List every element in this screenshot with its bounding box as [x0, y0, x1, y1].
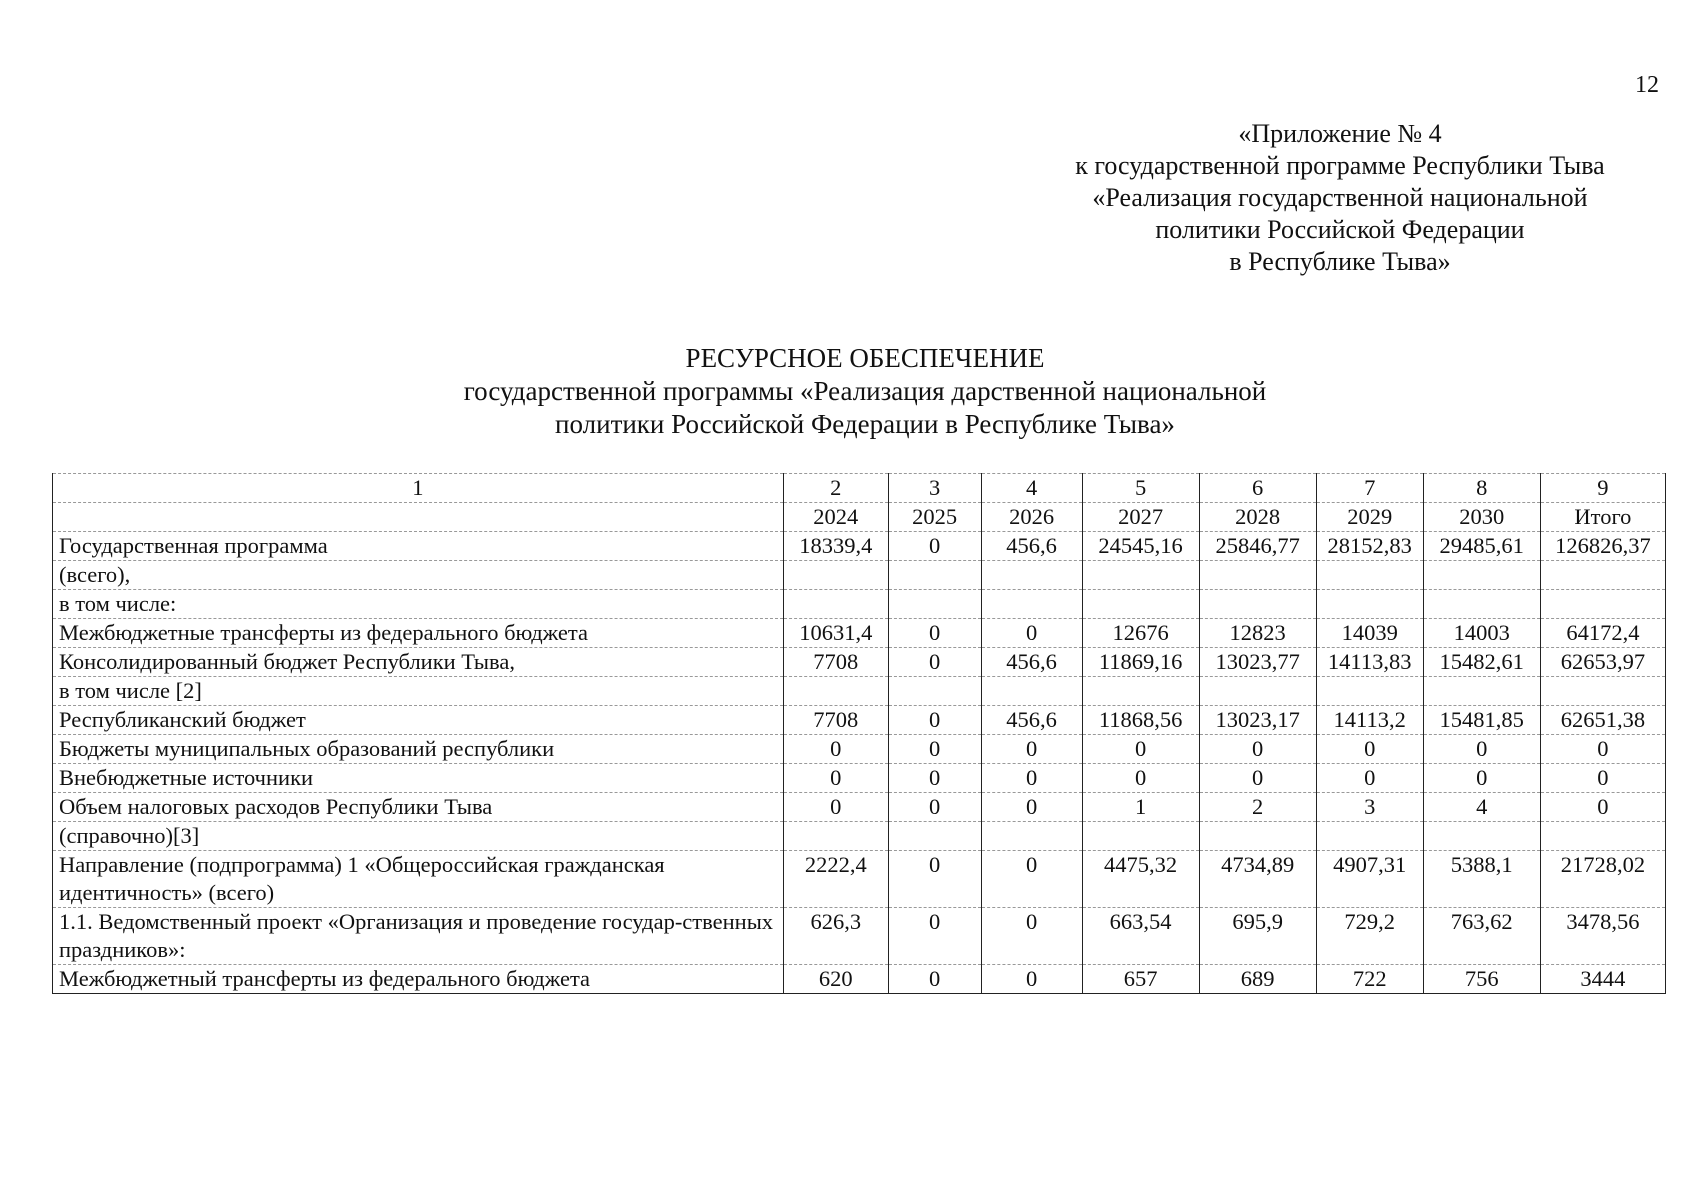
row-value: [981, 590, 1082, 619]
row-value: 0: [1199, 764, 1316, 793]
table-row: [53, 648, 1666, 677]
row-value: [1540, 590, 1665, 619]
row-value: 64172,4: [1540, 619, 1665, 648]
row-value: 729,2: [1316, 908, 1423, 965]
row-value: [1199, 561, 1316, 590]
table-row: [53, 908, 1666, 965]
row-value: 4: [1423, 793, 1540, 822]
table-row: [53, 735, 1666, 764]
table-row: [53, 532, 1666, 561]
row-label: Межбюджетные трансферты из федерального бюджета: [53, 619, 784, 648]
row-value: 722: [1316, 965, 1423, 994]
row-value: [1423, 590, 1540, 619]
row-value: [888, 561, 981, 590]
row-value: 2222,4: [783, 851, 888, 908]
table-row: [53, 677, 1666, 706]
row-value: 0: [888, 908, 981, 965]
column-year: 2030: [1423, 503, 1540, 532]
row-value: 3444: [1540, 965, 1665, 994]
row-label: Направление (подпрограмма) 1 «Общероссийская гражданская идентичность» (всего): [53, 851, 784, 908]
row-label: Внебюджетные источники: [53, 764, 784, 793]
table-body: [53, 532, 1666, 994]
row-value: 13023,17: [1199, 706, 1316, 735]
row-value: [1423, 677, 1540, 706]
row-value: [1316, 561, 1423, 590]
row-value: 24545,16: [1082, 532, 1199, 561]
row-value: 0: [1082, 735, 1199, 764]
row-value: 4907,31: [1316, 851, 1423, 908]
appendix-line: политики Российской Федерации: [1155, 215, 1525, 244]
row-value: 0: [981, 908, 1082, 965]
row-value: 11868,56: [1082, 706, 1199, 735]
row-value: 0: [888, 532, 981, 561]
row-value: 0: [888, 648, 981, 677]
row-value: 15482,61: [1423, 648, 1540, 677]
column-year: 2029: [1316, 503, 1423, 532]
table-row: [53, 561, 1666, 590]
table-row: [53, 965, 1666, 994]
row-value: 0: [1082, 764, 1199, 793]
row-value: 0: [1540, 764, 1665, 793]
row-value: 14113,83: [1316, 648, 1423, 677]
row-value: [1199, 677, 1316, 706]
title-line: РЕСУРСНОЕ ОБЕСПЕЧЕНИЕ: [685, 343, 1045, 373]
table-row: [53, 619, 1666, 648]
row-value: 0: [981, 793, 1082, 822]
appendix-header: [1040, 118, 1640, 278]
row-value: 28152,83: [1316, 532, 1423, 561]
title-line: государственной программы «Реализация дарственной национальной: [463, 376, 1267, 406]
column-number-row: [53, 474, 1666, 503]
row-value: [888, 590, 981, 619]
appendix-line: «Приложение № 4: [1238, 119, 1442, 148]
row-value: 7708: [783, 706, 888, 735]
row-value: 0: [888, 851, 981, 908]
row-label: 1.1. Ведомственный проект «Организация и проведение государ-ственных праздников»:: [53, 908, 784, 965]
row-value: [1082, 677, 1199, 706]
row-value: 620: [783, 965, 888, 994]
row-value: [783, 561, 888, 590]
row-value: 4734,89: [1199, 851, 1316, 908]
document-title: [0, 342, 1697, 441]
column-year: 2025: [888, 503, 981, 532]
row-value: [888, 822, 981, 851]
row-value: 0: [1423, 735, 1540, 764]
row-label: (справочно)[3]: [53, 822, 784, 851]
row-value: 15481,85: [1423, 706, 1540, 735]
row-value: 0: [981, 965, 1082, 994]
column-number: 7: [1316, 474, 1423, 503]
row-value: 4475,32: [1082, 851, 1199, 908]
row-value: 0: [981, 851, 1082, 908]
row-value: 0: [783, 735, 888, 764]
appendix-line: к государственной программе Республики Тыва: [1075, 151, 1605, 180]
row-value: 689: [1199, 965, 1316, 994]
row-value: [1540, 822, 1665, 851]
row-value: [783, 822, 888, 851]
row-value: [1082, 561, 1199, 590]
row-value: 0: [783, 764, 888, 793]
row-value: 3: [1316, 793, 1423, 822]
row-value: 456,6: [981, 532, 1082, 561]
row-value: 14039: [1316, 619, 1423, 648]
row-value: [1199, 822, 1316, 851]
row-value: [981, 561, 1082, 590]
row-label: (всего),: [53, 561, 784, 590]
row-value: 626,3: [783, 908, 888, 965]
row-value: 0: [888, 706, 981, 735]
row-value: 663,54: [1082, 908, 1199, 965]
row-value: 0: [1423, 764, 1540, 793]
row-value: 0: [1540, 735, 1665, 764]
appendix-line: в Республике Тыва»: [1229, 247, 1451, 276]
row-value: 0: [888, 619, 981, 648]
row-value: 14113,2: [1316, 706, 1423, 735]
column-number: 3: [888, 474, 981, 503]
row-value: 12823: [1199, 619, 1316, 648]
column-number: 9: [1540, 474, 1665, 503]
table-row: [53, 793, 1666, 822]
row-label: в том числе [2]: [53, 677, 784, 706]
table-row: [53, 764, 1666, 793]
row-value: 11869,16: [1082, 648, 1199, 677]
row-value: 62651,38: [1540, 706, 1665, 735]
row-label: Республиканский бюджет: [53, 706, 784, 735]
row-label: в том числе:: [53, 590, 784, 619]
row-value: [981, 677, 1082, 706]
column-year-row: [53, 503, 1666, 532]
row-value: 29485,61: [1423, 532, 1540, 561]
row-value: [1540, 677, 1665, 706]
column-number: 2: [783, 474, 888, 503]
table-row: [53, 822, 1666, 851]
title-line: политики Российской Федерации в Республике Тыва»: [555, 409, 1175, 439]
row-value: 657: [1082, 965, 1199, 994]
row-value: 0: [981, 735, 1082, 764]
row-value: 456,6: [981, 706, 1082, 735]
row-label: Бюджеты муниципальных образований республики: [53, 735, 784, 764]
row-value: 0: [1316, 764, 1423, 793]
row-value: [1423, 822, 1540, 851]
row-label: Межбюджетный трансферты из федерального бюджета: [53, 965, 784, 994]
row-value: 12676: [1082, 619, 1199, 648]
column-year: 2028: [1199, 503, 1316, 532]
row-value: [1082, 822, 1199, 851]
column-number: 8: [1423, 474, 1540, 503]
column-year: 2027: [1082, 503, 1199, 532]
resource-table: [52, 473, 1666, 994]
column-year: 2026: [981, 503, 1082, 532]
row-value: 0: [1540, 793, 1665, 822]
row-value: [1540, 561, 1665, 590]
row-value: 5388,1: [1423, 851, 1540, 908]
row-value: 1: [1082, 793, 1199, 822]
row-value: 14003: [1423, 619, 1540, 648]
row-value: [888, 677, 981, 706]
row-value: [1082, 590, 1199, 619]
row-value: [1316, 590, 1423, 619]
row-value: 695,9: [1199, 908, 1316, 965]
column-number: 1: [53, 474, 784, 503]
row-value: 13023,77: [1199, 648, 1316, 677]
table-row: [53, 706, 1666, 735]
row-value: 0: [783, 793, 888, 822]
table-row: [53, 851, 1666, 908]
row-value: 0: [888, 965, 981, 994]
row-value: 756: [1423, 965, 1540, 994]
row-value: 0: [888, 793, 981, 822]
column-number: 5: [1082, 474, 1199, 503]
row-value: 0: [981, 619, 1082, 648]
row-value: 0: [888, 735, 981, 764]
row-label: Объем налоговых расходов Республики Тыва: [53, 793, 784, 822]
row-value: 0: [1316, 735, 1423, 764]
table-row: [53, 590, 1666, 619]
row-label: Государственная программа: [53, 532, 784, 561]
page-number: 12: [1635, 72, 1659, 98]
column-number: 6: [1199, 474, 1316, 503]
row-label: Консолидированный бюджет Республики Тыва,: [53, 648, 784, 677]
row-value: 0: [1199, 735, 1316, 764]
row-value: [1316, 677, 1423, 706]
row-value: 7708: [783, 648, 888, 677]
row-value: [783, 677, 888, 706]
row-value: 21728,02: [1540, 851, 1665, 908]
table-header: [53, 474, 1666, 532]
row-value: 126826,37: [1540, 532, 1665, 561]
row-value: 2: [1199, 793, 1316, 822]
row-value: [1199, 590, 1316, 619]
row-value: 0: [888, 764, 981, 793]
column-year: 2024: [783, 503, 888, 532]
row-value: 62653,97: [1540, 648, 1665, 677]
row-value: [783, 590, 888, 619]
resource-table-container: [52, 473, 1666, 994]
row-value: 25846,77: [1199, 532, 1316, 561]
row-value: 0: [981, 764, 1082, 793]
row-value: [981, 822, 1082, 851]
row-value: 763,62: [1423, 908, 1540, 965]
column-year: Итого: [1540, 503, 1665, 532]
row-value: 3478,56: [1540, 908, 1665, 965]
row-value: 456,6: [981, 648, 1082, 677]
row-value: [1423, 561, 1540, 590]
column-year: [53, 503, 784, 532]
row-value: 18339,4: [783, 532, 888, 561]
column-number: 4: [981, 474, 1082, 503]
row-value: [1316, 822, 1423, 851]
appendix-line: «Реализация государственной национальной: [1092, 183, 1588, 212]
row-value: 10631,4: [783, 619, 888, 648]
